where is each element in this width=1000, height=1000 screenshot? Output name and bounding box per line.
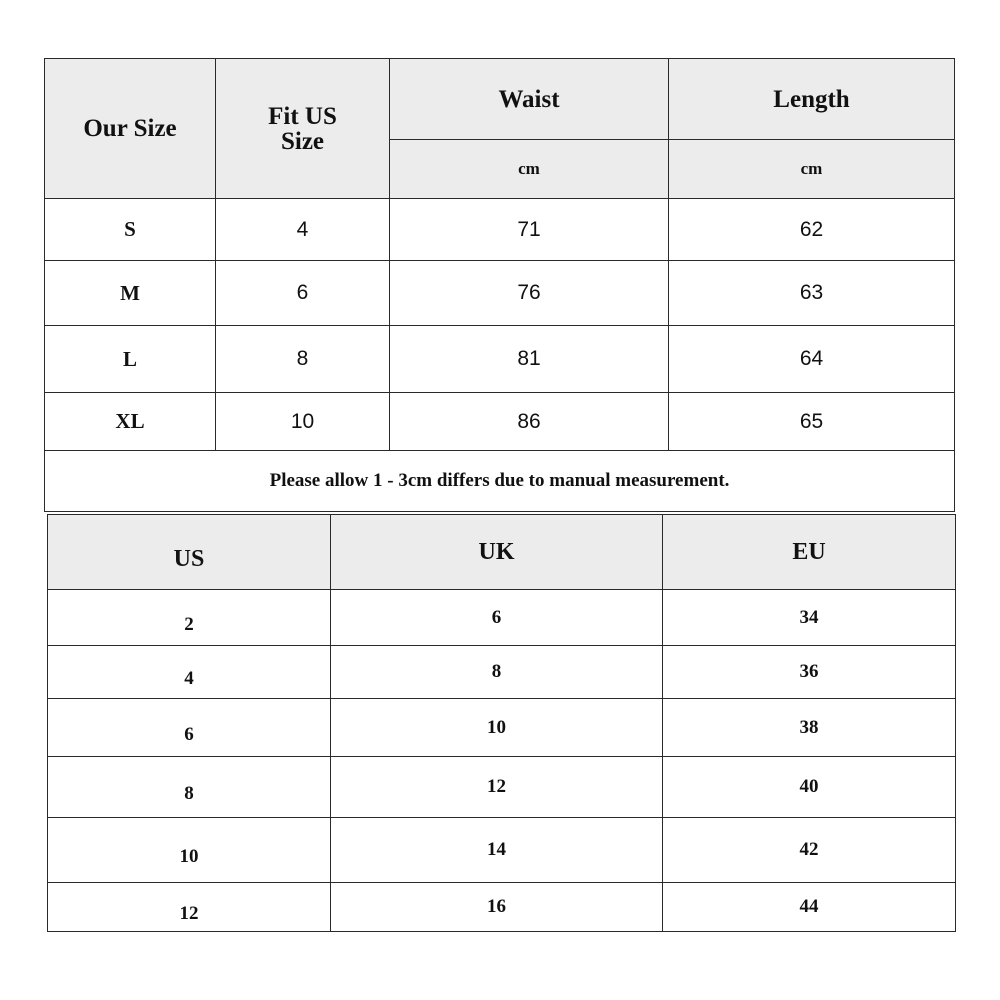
header-eu: EU — [663, 515, 956, 590]
cell-uk: 16 — [331, 883, 663, 932]
header-waist: Waist — [390, 59, 669, 140]
cell-waist: 76 — [390, 261, 669, 326]
cell-eu: 36 — [663, 646, 956, 699]
cell-waist: 71 — [390, 199, 669, 261]
cell-uk: 6 — [331, 590, 663, 646]
size-chart-header-row — [45, 59, 955, 140]
cell-us: 4 — [48, 646, 331, 699]
table-row — [45, 393, 955, 451]
cell-us: 8 — [48, 757, 331, 818]
cell-length: 63 — [669, 261, 955, 326]
table-row — [45, 326, 955, 393]
table-row — [48, 646, 956, 699]
cell-fit-us: 4 — [216, 199, 390, 261]
cell-uk: 8 — [331, 646, 663, 699]
cell-waist: 81 — [390, 326, 669, 393]
cell-eu: 44 — [663, 883, 956, 932]
cell-uk: 10 — [331, 699, 663, 757]
table-row — [48, 699, 956, 757]
cell-us: 12 — [48, 883, 331, 932]
header-fit-us-line2: Size — [280, 127, 325, 155]
header-us: US — [48, 515, 331, 590]
cell-our-size: M — [45, 261, 216, 326]
table-row — [48, 883, 956, 932]
header-our-size: Our Size — [45, 59, 216, 199]
header-fit-us-size — [216, 59, 390, 199]
table-row — [45, 261, 955, 326]
cell-eu: 40 — [663, 757, 956, 818]
cell-us: 2 — [48, 590, 331, 646]
cell-fit-us: 10 — [216, 393, 390, 451]
cell-fit-us: 8 — [216, 326, 390, 393]
header-waist-unit: cm — [390, 140, 669, 199]
table-row — [48, 818, 956, 883]
cell-our-size: L — [45, 326, 216, 393]
cell-uk: 12 — [331, 757, 663, 818]
size-chart-table — [44, 58, 955, 512]
cell-eu: 34 — [663, 590, 956, 646]
header-fit-us-line1: Fit US — [268, 102, 337, 130]
header-uk: UK — [331, 515, 663, 590]
measurement-note: Please allow 1 - 3cm differs due to manual measurement. — [45, 451, 955, 512]
size-conversion-table — [47, 514, 956, 932]
cell-waist: 86 — [390, 393, 669, 451]
header-length: Length — [669, 59, 955, 140]
cell-length: 64 — [669, 326, 955, 393]
cell-eu: 42 — [663, 818, 956, 883]
cell-length: 65 — [669, 393, 955, 451]
conversion-header-row — [48, 515, 956, 590]
cell-uk: 14 — [331, 818, 663, 883]
cell-fit-us: 6 — [216, 261, 390, 326]
cell-our-size: XL — [45, 393, 216, 451]
cell-us: 10 — [48, 818, 331, 883]
table-row — [45, 199, 955, 261]
table-row — [48, 590, 956, 646]
cell-us: 6 — [48, 699, 331, 757]
header-length-unit: cm — [669, 140, 955, 199]
note-row — [45, 451, 955, 512]
cell-our-size: S — [45, 199, 216, 261]
cell-length: 62 — [669, 199, 955, 261]
table-row — [48, 757, 956, 818]
cell-eu: 38 — [663, 699, 956, 757]
